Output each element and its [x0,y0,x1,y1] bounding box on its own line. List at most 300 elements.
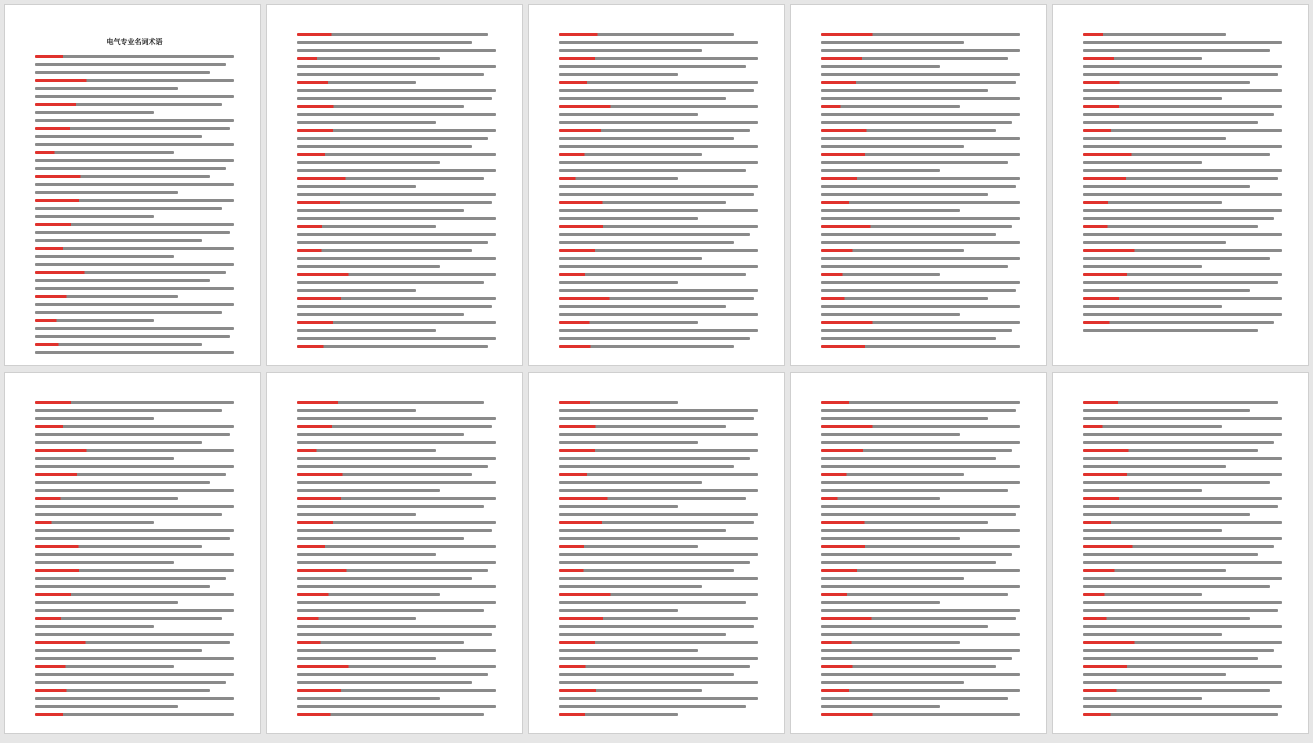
body-text-line [559,241,734,244]
body-text-line [297,329,436,332]
body-text-line [35,465,234,468]
body-text-line [559,49,702,52]
term-entry-line [821,201,1020,204]
body-text-line [1083,233,1282,236]
body-text-line [559,601,746,604]
term-entry-line [821,497,940,500]
term-entry-line [297,617,416,620]
term-entry-line [35,223,234,226]
body-text-line [1083,217,1274,220]
body-text-line [297,561,496,564]
body-text-line [559,265,758,268]
body-text-line [1083,441,1274,444]
body-text-line [35,231,230,234]
body-text-line [297,697,440,700]
body-text-line [297,537,464,540]
body-text-line [297,137,488,140]
term-entry-line [559,177,678,180]
body-text-line [35,119,234,122]
term-entry-line [297,57,440,60]
body-text-line [35,513,222,516]
body-text-line [1083,481,1270,484]
body-text-line [35,537,230,540]
body-text-line [1083,553,1258,556]
body-text-line [297,441,496,444]
term-entry-line [821,297,988,300]
term-entry-line [1083,449,1258,452]
term-entry-line [35,713,234,716]
body-text-line [559,113,698,116]
term-entry-line [35,593,234,596]
body-text-line [35,577,226,580]
term-entry-line [559,521,754,524]
body-text-line [821,657,1012,660]
body-text-line [821,625,988,628]
term-entry-line [35,425,234,428]
body-text-line [297,313,464,316]
body-text-line [559,313,758,316]
term-entry-line [559,425,726,428]
body-text-line [821,313,960,316]
body-text-line [297,257,496,260]
term-entry-line [35,295,178,298]
term-entry-line [559,321,698,324]
body-text-line [35,529,234,532]
body-text-line [297,577,472,580]
document-page[interactable] [1052,4,1309,366]
body-text-line [35,111,154,114]
term-entry-line [35,521,154,524]
body-text-line [559,441,698,444]
body-text-line [1083,265,1202,268]
term-entry-line [35,689,210,692]
body-text-line [297,601,496,604]
term-entry-line [821,569,1020,572]
term-entry-line [1083,129,1282,132]
body-text-line [821,185,1016,188]
term-entry-line [297,641,464,644]
body-text-line [559,337,750,340]
body-text-line [35,335,230,338]
term-entry-line [559,33,734,36]
body-text-line [1083,625,1282,628]
body-text-line [821,409,1016,412]
term-entry-line [297,177,484,180]
term-entry-line [1083,105,1282,108]
body-text-line [821,553,1012,556]
body-text-line [559,409,758,412]
body-text-line [821,513,1016,516]
term-entry-line [297,545,496,548]
body-text-line [1083,121,1258,124]
body-text-line [559,513,758,516]
body-text-line [559,625,754,628]
body-text-line [1083,241,1226,244]
body-text-line [1083,49,1270,52]
term-entry-line [35,55,234,58]
body-text-line [1083,97,1222,100]
body-text-line [559,657,758,660]
body-text-line [821,329,1012,332]
body-text-line [1083,673,1226,676]
body-text-line [559,433,758,436]
document-page[interactable] [1052,372,1309,734]
term-entry-line [35,497,178,500]
term-entry-line [1083,201,1222,204]
body-text-line [35,327,234,330]
body-text-line [1083,73,1278,76]
body-text-line [35,697,234,700]
body-text-line [821,41,964,44]
body-text-line [821,305,1020,308]
body-text-line [297,657,436,660]
term-entry-line [297,449,436,452]
body-text-line [559,705,746,708]
term-entry-line [297,273,496,276]
body-text-line [559,257,702,260]
body-text-line [1083,697,1202,700]
body-text-line [35,649,202,652]
term-entry-line [297,201,492,204]
term-entry-line [821,105,960,108]
body-text-line [35,657,234,660]
body-text-line [35,625,154,628]
body-text-line [559,481,702,484]
term-entry-line [821,713,1020,716]
body-text-line [297,433,464,436]
body-text-line [297,625,496,628]
body-text-line [297,705,496,708]
term-entry-line [1083,225,1258,228]
body-text-line [297,41,472,44]
body-text-line [297,121,436,124]
term-entry-line [821,177,1020,180]
term-entry-line [297,401,484,404]
body-text-line [1083,289,1250,292]
body-text-line [297,233,496,236]
body-text-line [821,537,960,540]
body-text-line [297,265,440,268]
term-entry-line [35,641,230,644]
body-text-line [821,121,1012,124]
term-entry-line [297,249,472,252]
body-text-line [1083,65,1282,68]
body-text-line [559,537,758,540]
term-entry-line [821,129,996,132]
document-page[interactable] [266,372,523,734]
body-text-line [821,697,1008,700]
body-text-line [1083,505,1278,508]
term-entry-line [559,297,754,300]
body-text-line [297,513,416,516]
body-text-line [1083,513,1250,516]
term-entry-line [559,153,702,156]
body-text-line [821,265,1008,268]
term-entry-line [821,81,1016,84]
body-text-line [821,65,940,68]
term-entry-line [1083,153,1270,156]
body-text-line [1083,329,1258,332]
term-entry-line [821,689,1020,692]
term-entry-line [297,129,496,132]
term-entry-line [297,153,496,156]
term-entry-line [297,345,488,348]
body-text-line [821,673,1020,676]
term-entry-line [35,401,234,404]
body-text-line [35,441,202,444]
body-text-line [821,577,964,580]
body-text-line [821,241,1020,244]
term-entry-line [1083,249,1282,252]
body-text-line [35,633,234,636]
body-text-line [35,673,234,676]
term-entry-line [559,249,758,252]
document-page[interactable] [266,4,523,366]
body-text-line [559,465,734,468]
body-text-line [1083,161,1202,164]
body-text-line [1083,185,1250,188]
body-text-line [35,63,226,66]
body-text-line [35,95,234,98]
body-text-line [559,305,726,308]
body-text-line [297,417,496,420]
body-text-line [1083,41,1282,44]
document-page[interactable] [528,4,785,366]
body-text-line [821,649,1020,652]
body-text-line [297,193,496,196]
body-text-line [821,489,1008,492]
body-text-line [1083,433,1282,436]
body-text-line [1083,281,1278,284]
term-entry-line [297,473,472,476]
body-text-line [1083,577,1282,580]
body-text-line [297,337,496,340]
body-text-line [1083,609,1278,612]
term-entry-line [821,153,1020,156]
body-text-line [35,263,234,266]
body-text-line [559,681,758,684]
body-text-line [559,233,750,236]
term-entry-line [35,271,226,274]
term-entry-line [559,57,758,60]
term-entry-line [559,545,698,548]
document-page[interactable] [528,372,785,734]
term-entry-line [559,473,758,476]
term-entry-line [559,593,758,596]
term-entry-line [821,641,960,644]
term-entry-line [1083,33,1226,36]
body-text-line [35,457,174,460]
body-text-line [821,585,1020,588]
term-entry-line [35,175,210,178]
body-text-line [1083,409,1250,412]
term-entry-line [35,617,222,620]
term-entry-line [1083,57,1202,60]
body-text-line [821,601,940,604]
body-text-line [35,135,202,138]
term-entry-line [1083,689,1270,692]
body-text-line [35,287,234,290]
body-text-line [821,609,1020,612]
term-entry-line [35,103,222,106]
body-text-line [35,351,234,354]
term-entry-line [35,151,174,154]
body-text-line [1083,457,1282,460]
body-text-line [821,193,988,196]
body-text-line [297,97,492,100]
body-text-line [559,561,750,564]
term-entry-line [821,473,964,476]
term-entry-line [1083,545,1274,548]
body-text-line [559,417,754,420]
body-text-line [297,113,496,116]
body-text-line [559,529,726,532]
body-text-line [1083,601,1282,604]
body-text-line [297,649,496,652]
body-text-line [821,681,964,684]
body-text-line [821,233,996,236]
body-text-line [559,73,678,76]
body-text-line [297,673,488,676]
term-entry-line [35,665,174,668]
term-entry-line [1083,617,1250,620]
body-text-line [821,481,1020,484]
body-text-line [821,169,940,172]
body-text-line [821,529,1020,532]
term-entry-line [35,319,154,322]
body-text-line [35,481,210,484]
body-text-line [821,113,1020,116]
term-entry-line [297,225,436,228]
body-text-line [559,457,750,460]
term-entry-line [559,273,746,276]
body-text-line [297,529,492,532]
body-text-line [35,585,210,588]
body-text-line [821,465,1020,468]
term-entry-line [559,201,726,204]
body-text-line [297,217,496,220]
term-entry-line [1083,713,1278,716]
term-entry-line [297,81,416,84]
body-text-line [297,73,484,76]
term-entry-line [35,79,234,82]
body-text-line [297,209,464,212]
term-entry-line [559,449,758,452]
term-entry-line [1083,321,1274,324]
term-entry-line [559,225,758,228]
body-text-line [559,185,758,188]
term-entry-line [821,449,1012,452]
body-text-line [559,489,758,492]
body-text-line [35,239,202,242]
body-text-line [297,281,484,284]
term-entry-line [35,473,226,476]
body-text-line [35,207,222,210]
body-text-line [1083,649,1274,652]
body-text-line [35,417,154,420]
term-entry-line [35,199,234,202]
body-text-line [821,417,988,420]
body-text-line [821,161,1008,164]
body-text-line [35,681,226,684]
body-text-line [559,121,758,124]
body-text-line [821,73,1020,76]
body-text-line [1083,169,1282,172]
term-entry-line [297,321,496,324]
term-entry-line [1083,593,1202,596]
term-entry-line [297,569,488,572]
body-text-line [35,489,234,492]
body-text-line [35,279,210,282]
body-text-line [297,409,416,412]
term-entry-line [297,105,464,108]
body-text-line [821,89,988,92]
body-text-line [821,705,940,708]
body-text-line [821,209,960,212]
term-entry-line [1083,641,1282,644]
term-entry-line [821,57,1008,60]
body-text-line [821,145,964,148]
body-text-line [821,289,1016,292]
term-entry-line [297,521,496,524]
body-text-line [297,633,492,636]
body-text-line [1083,561,1282,564]
body-text-line [1083,681,1282,684]
body-text-line [559,633,726,636]
term-entry-line [821,225,1012,228]
body-text-line [1083,489,1202,492]
document-page[interactable] [790,4,1047,366]
body-text-line [297,65,496,68]
term-entry-line [559,641,758,644]
body-text-line [297,169,496,172]
body-text-line [559,577,758,580]
body-text-line [35,609,234,612]
body-text-line [821,505,1020,508]
body-text-line [1083,657,1258,660]
body-text-line [35,167,226,170]
body-text-line [35,159,234,162]
body-text-line [1083,633,1222,636]
term-entry-line [1083,473,1282,476]
body-text-line [35,215,154,218]
body-text-line [821,633,1020,636]
term-entry-line [821,665,996,668]
body-text-line [1083,193,1282,196]
term-entry-line [297,297,496,300]
document-page[interactable] [4,4,261,366]
body-text-line [297,553,436,556]
body-text-line [559,193,754,196]
body-text-line [35,87,178,90]
term-entry-line [297,713,484,716]
body-text-line [559,649,698,652]
body-text-line [559,89,754,92]
term-entry-line [1083,569,1226,572]
body-text-line [559,97,726,100]
body-text-line [559,209,758,212]
document-page[interactable] [790,372,1047,734]
body-text-line [559,697,758,700]
body-text-line [559,41,758,44]
term-entry-line [559,81,758,84]
body-text-line [297,241,488,244]
body-text-line [297,185,416,188]
document-page[interactable] [4,372,261,734]
body-text-line [297,585,496,588]
body-text-line [35,183,234,186]
body-text-line [821,441,1020,444]
